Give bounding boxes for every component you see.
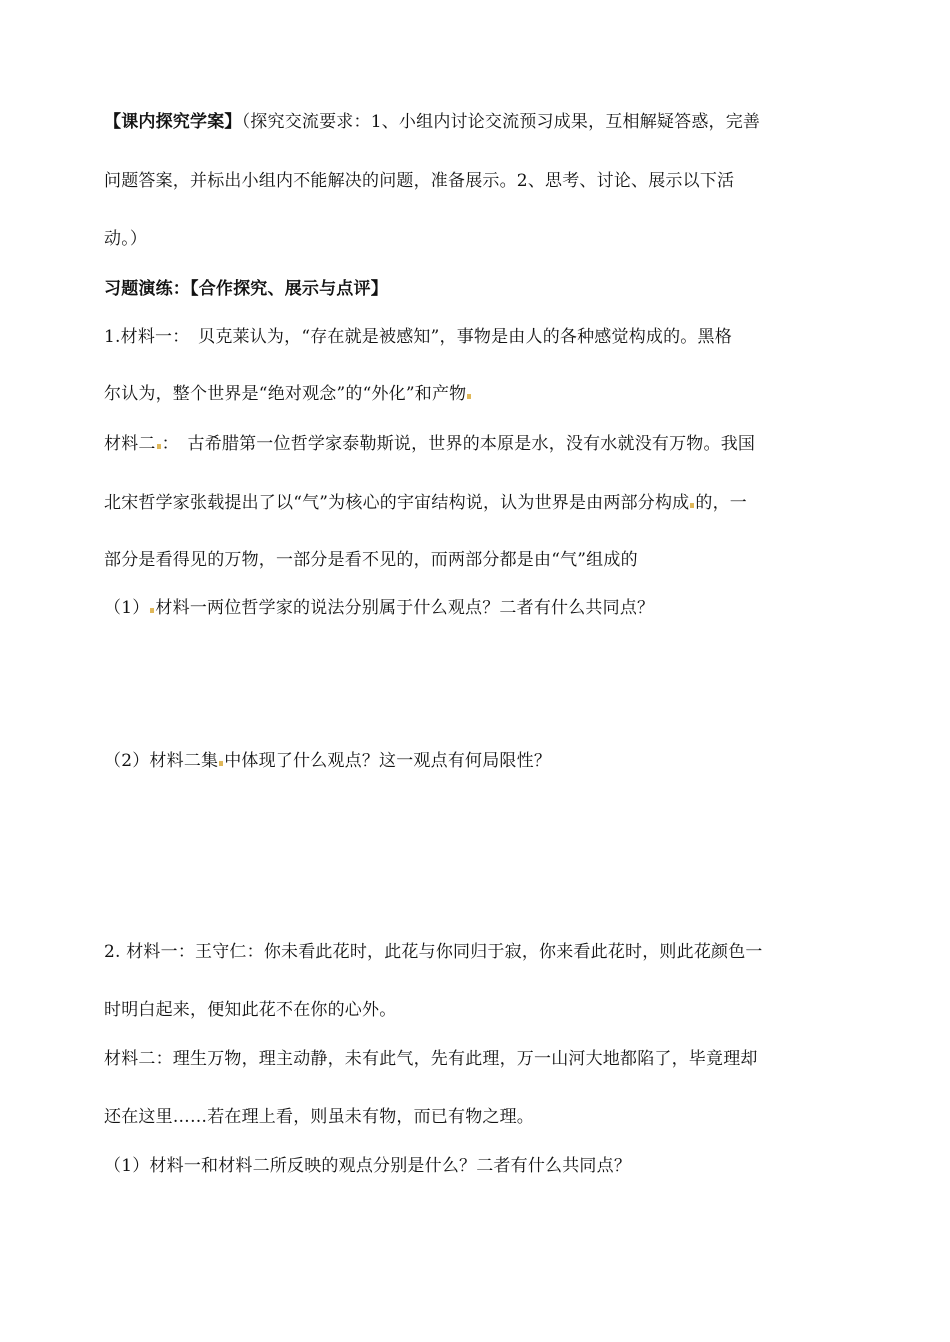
q2-sub-question-1: （1）材料一和材料二所反映的观点分别是什么？二者有什么共同点？ [104,1156,632,1176]
edit-marker [690,503,694,508]
q1-sub-question-1 [104,597,654,619]
edit-marker [157,444,161,449]
q2-material2-line2: 还在这里……若在理上看，则虽未有物，而已有物之理。 [104,1107,534,1127]
intro-line-2: 问题答案，并标出小组内不能解决的问题，准备展示。2、思考、讨论、展示以下活 [104,171,735,191]
q1-sub-question-2 [104,750,551,772]
intro-line-1 [104,111,760,133]
intro-text-1: （探究交流要求：1、小组内讨论交流预习成果，互相解疑答惑，完善 [241,112,761,132]
q1-material2-line3: 部分是看得见的万物，一部分是看不见的，而两部分都是由“气”组成的 [104,550,638,570]
q1-material1-line1: 1.材料一： 贝克莱认为，“存在就是被感知”，事物是由人的各种感觉构成的。黑格 [104,327,732,347]
q1-material2-line2-b: 的，一 [695,493,747,513]
q1-material2-line2 [104,492,747,514]
q1-sub2-b: 中体现了什么观点？这一观点有何局限性？ [224,751,552,771]
q1-sub1-text: 材料一两位哲学家的说法分别属于什么观点？二者有什么共同点？ [155,598,655,618]
q1-material2-line1-text: ： 古希腊第一位哲学家泰勒斯说，世界的本原是水，没有水就没有万物。我国 [161,434,756,454]
intro-line-3: 动。） [104,229,148,249]
q1-material1-line2 [104,383,472,405]
q1-sub1-prefix: （1） [104,598,150,618]
q2-material1-line2: 时明白起来，便知此花不在你的心外。 [104,1000,397,1020]
edit-marker [219,761,223,766]
section-title: 习题演练：【合作探究、展示与点评】 [104,279,388,299]
q1-material2-line2-a: 北宋哲学家张载提出了以“气”为核心的宇宙结构说，认为世界是由两部分构成 [104,493,690,513]
q1-material2-line1 [104,433,755,455]
intro-heading: 【课内探究学案】 [104,112,242,132]
edit-marker [150,608,154,613]
q1-sub2-a: （2）材料二集 [104,751,219,771]
q2-material1-line1: 2. 材料一：王守仁：你未看此花时，此花与你同归于寂，你来看此花时，则此花颜色一 [104,942,763,962]
q1-material1-line2-text: 尔认为，整个世界是“绝对观念”的“外化”和产物 [104,384,467,404]
q2-material2-line1: 材料二：理生万物，理主动静，未有此气，先有此理，万一山河大地都陷了，毕竟理却 [104,1049,758,1069]
q1-material2-label: 材料二 [104,434,156,454]
edit-marker [467,394,471,399]
